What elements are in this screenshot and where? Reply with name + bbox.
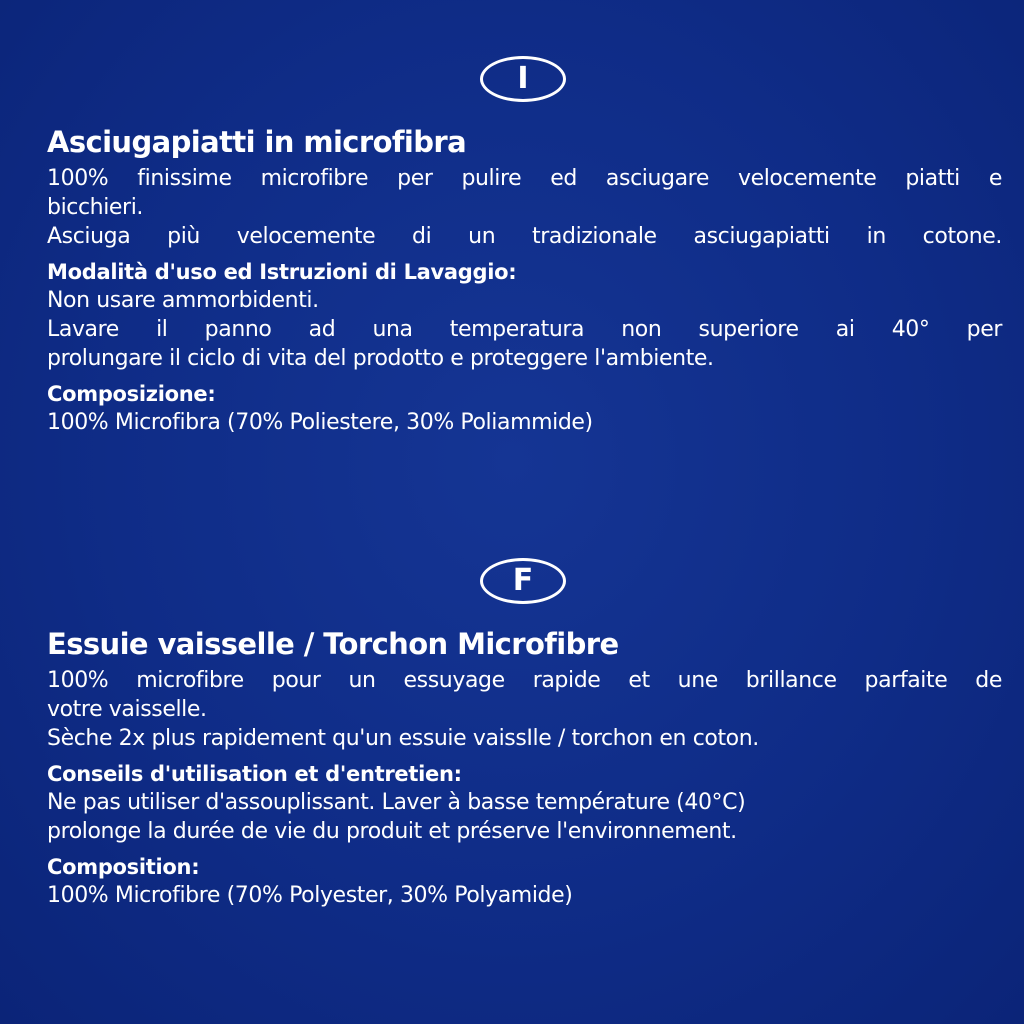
french-description: [47, 666, 1002, 753]
italian-usage-line: Lavare il panno ad una temperatura non superiore ai 40° per: [47, 317, 1002, 342]
italian-composition-heading: Composizione:: [47, 382, 216, 406]
french-title: Essuie vaisselle / Torchon Microfibre: [47, 627, 619, 661]
italian-description-line: Asciuga più velocemente di un tradizionale asciugapiatti in cotone.: [47, 224, 1002, 249]
italian-usage-heading: Modalità d'uso ed Istruzioni di Lavaggio:: [47, 260, 517, 284]
french-section: [47, 558, 1002, 910]
italian-section: [47, 56, 1002, 437]
language-badge-letter: I: [517, 61, 529, 96]
language-badge-italian: [480, 56, 566, 102]
french-composition-heading: Composition:: [47, 855, 200, 879]
french-description-line: votre vaisselle.: [47, 697, 207, 722]
italian-usage-line: prolungare il ciclo di vita del prodotto e proteggere l'ambiente.: [47, 346, 714, 371]
italian-description-line: 100% finissime microfibre per pulire ed asciugare velocemente piatti e: [47, 166, 1002, 191]
french-usage-text: [47, 788, 1002, 846]
italian-description-line: bicchieri.: [47, 195, 144, 220]
italian-usage-line: Non usare ammorbidenti.: [47, 288, 319, 313]
italian-title: Asciugapiatti in microfibra: [47, 125, 467, 159]
french-usage-line: prolonge la durée de vie du produit et préserve l'environnement.: [47, 819, 737, 844]
language-badge-french: [480, 558, 566, 604]
french-usage-line: Ne pas utiliser d'assouplissant. Laver à basse température (40°C): [47, 790, 746, 815]
french-composition-text: 100% Microfibre (70% Polyester, 30% Polyamide): [47, 883, 573, 908]
french-description-line: 100% microfibre pour un essuyage rapide et une brillance parfaite de: [47, 668, 1002, 693]
italian-composition-text: 100% Microfibra (70% Poliestere, 30% Poliammide): [47, 410, 593, 435]
french-description-line: Sèche 2x plus rapidement qu'un essuie vaissIle / torchon en coton.: [47, 726, 759, 751]
french-usage-heading: Conseils d'utilisation et d'entretien:: [47, 762, 462, 786]
italian-description: [47, 164, 1002, 251]
language-badge-letter: F: [512, 563, 534, 598]
italian-usage-text: [47, 286, 1002, 373]
